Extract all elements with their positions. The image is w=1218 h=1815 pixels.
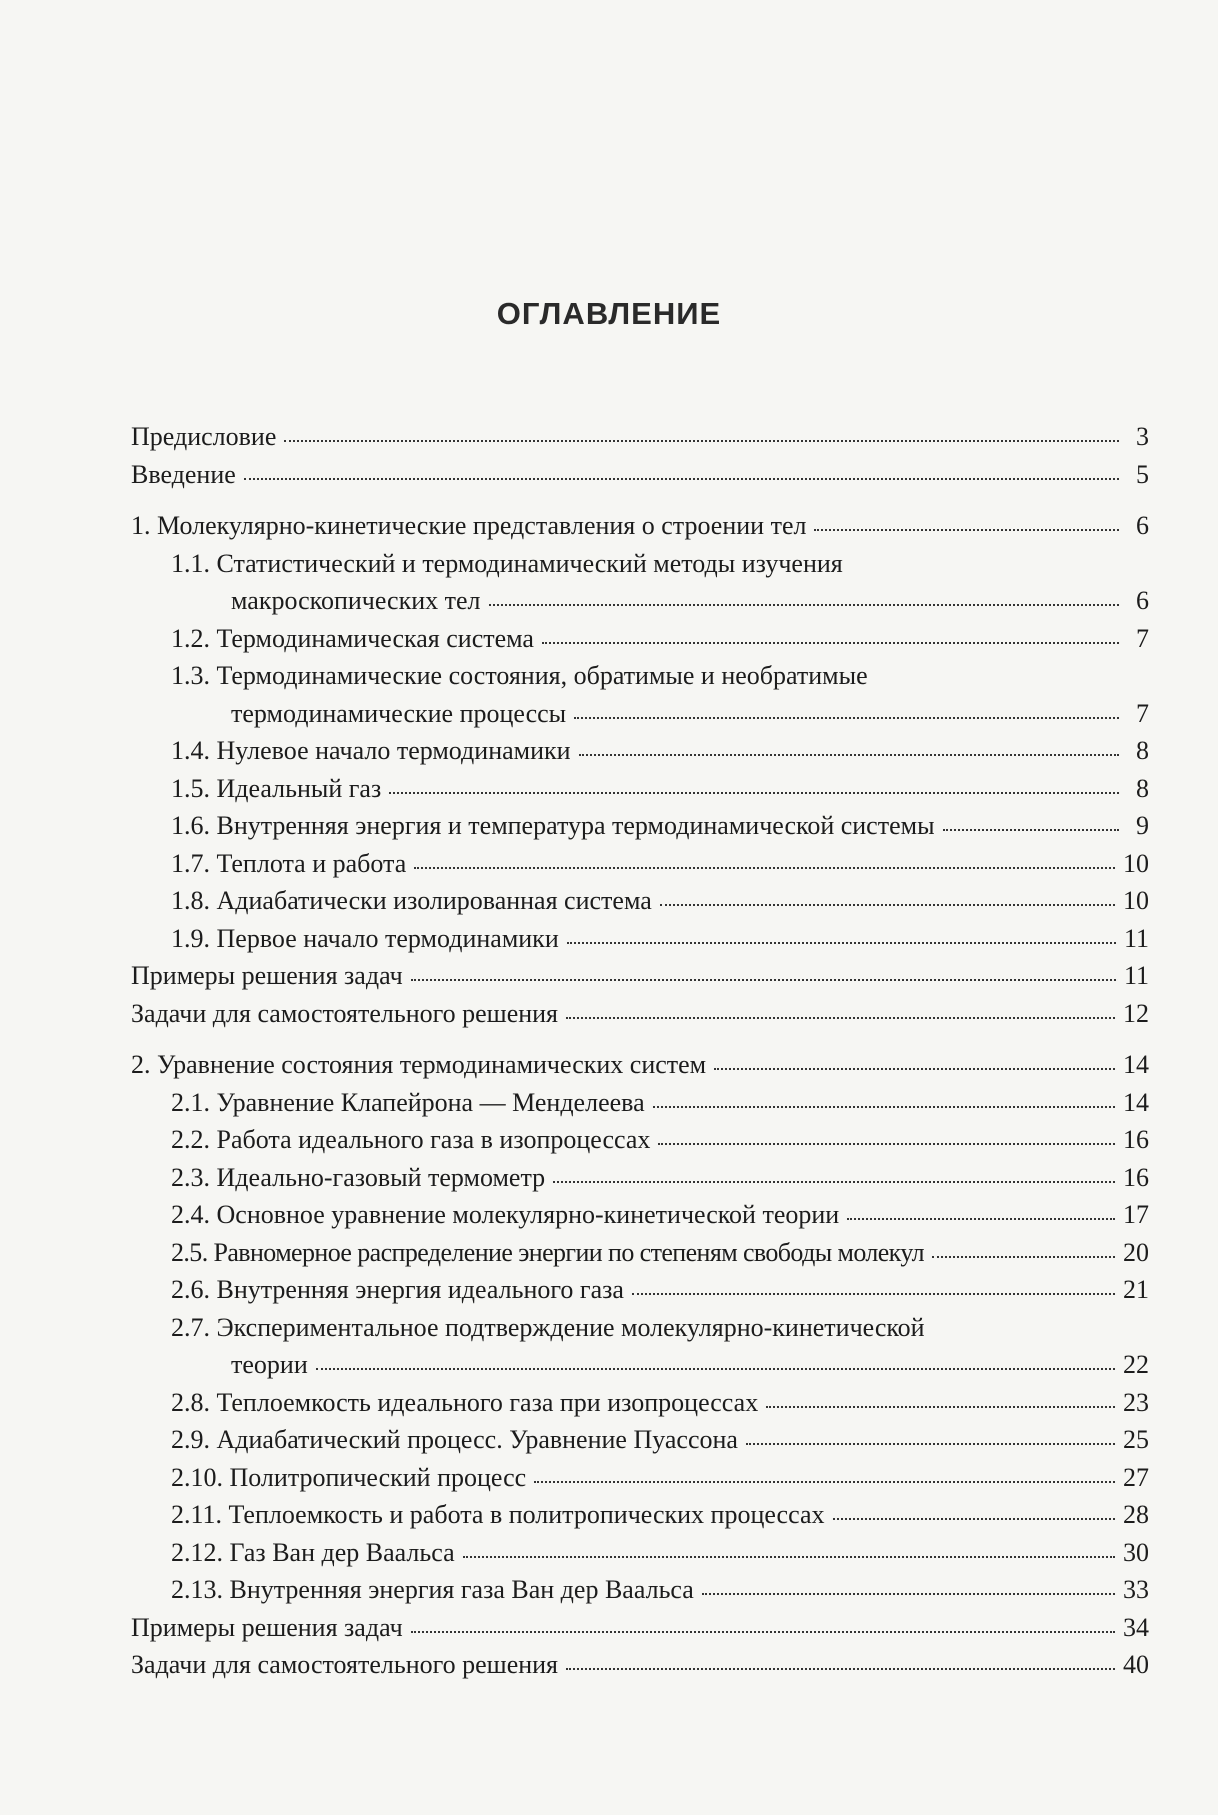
toc-page-number: 23 — [1123, 1387, 1149, 1417]
toc-page-number: 10 — [1123, 886, 1149, 915]
toc-entry — [131, 845, 1149, 883]
toc-page-number: 3 — [1136, 422, 1149, 451]
toc-entry-first-line: 2.7. Экспериментальное подтверждение молекулярно-кинетической — [171, 1312, 925, 1342]
toc-page-number: 8 — [1136, 773, 1149, 803]
dot-leader — [932, 1250, 1115, 1258]
toc-entry — [131, 1121, 1149, 1159]
dot-leader — [658, 1137, 1115, 1145]
toc-entry — [131, 1159, 1149, 1197]
toc-page-number: 6 — [1136, 586, 1149, 615]
toc-page-number: 28 — [1123, 1500, 1149, 1529]
page-title: ОГЛАВЛЕНИЕ — [496, 296, 722, 331]
toc-entry-label: 1.5. Идеальный газ — [171, 773, 382, 803]
toc-entry — [131, 770, 1149, 808]
toc-page-number: 11 — [1123, 923, 1149, 953]
toc-entry-label: 2.3. Идеально-газовый термометр — [171, 1162, 546, 1192]
toc-entry — [131, 1234, 1149, 1272]
toc-entry — [131, 957, 1149, 995]
toc-entry-label: 2.12. Газ Ван дер Ваальса — [171, 1537, 455, 1567]
toc-page-number: 20 — [1123, 1237, 1149, 1267]
toc-page-number: 34 — [1123, 1612, 1149, 1642]
toc-page-number: 16 — [1123, 1125, 1149, 1154]
toc-entry-label: 2.10. Политропический процесс — [171, 1462, 527, 1492]
dot-leader — [766, 1400, 1115, 1408]
toc-page-number: 30 — [1123, 1537, 1149, 1567]
toc-entry-label: 2.2. Работа идеального газа в изопроцессах — [171, 1125, 651, 1154]
toc-entry-first-line: 1.3. Термодинамические состояния, обратимые и необратимые — [171, 661, 868, 690]
toc-page-number: 22 — [1123, 1350, 1149, 1379]
toc-page-number: 25 — [1123, 1425, 1149, 1454]
toc-entry — [131, 1609, 1149, 1647]
dot-leader — [389, 786, 1119, 794]
toc-entry-label: Предисловие — [131, 422, 277, 451]
toc-entry-label: 2.11. Теплоемкость и работа в политропических процессах — [171, 1500, 825, 1529]
dot-leader — [316, 1362, 1115, 1370]
toc-entry — [131, 882, 1149, 920]
toc-entry-label: 1.6. Внутренняя энергия и температура термодинамической системы — [171, 811, 935, 840]
toc-entry-label: 2. Уравнение состояния термодинамических систем — [131, 1050, 707, 1079]
toc-page-number: 14 — [1123, 1087, 1149, 1117]
toc-entry — [131, 1496, 1149, 1534]
dot-leader — [553, 1175, 1115, 1183]
toc-entry-label: Примеры решения задач — [131, 1612, 403, 1642]
toc-entry — [131, 1571, 1149, 1609]
toc-entry — [131, 732, 1149, 770]
toc-page-number: 10 — [1123, 848, 1149, 878]
toc-chapter-entry — [131, 507, 1149, 545]
toc-entry — [131, 1384, 1149, 1422]
toc-page-number: 27 — [1123, 1462, 1149, 1492]
toc-page-number: 33 — [1123, 1575, 1149, 1604]
dot-leader — [574, 711, 1119, 719]
dot-leader — [463, 1550, 1115, 1558]
toc-page-number: 5 — [1136, 459, 1149, 489]
toc-page-number: 16 — [1123, 1162, 1149, 1192]
dot-leader — [943, 823, 1119, 831]
dot-leader — [660, 898, 1115, 906]
toc-entry-label: Примеры решения задач — [131, 961, 403, 990]
toc-entry — [131, 1271, 1149, 1309]
dot-leader — [244, 472, 1119, 480]
dot-leader — [702, 1587, 1115, 1595]
dot-leader — [833, 1512, 1116, 1520]
toc-entry — [131, 582, 1149, 620]
dot-leader — [489, 598, 1119, 606]
dot-leader — [653, 1100, 1115, 1108]
toc-entry-label: 2.4. Основное уравнение молекулярно-кинетической теории — [171, 1200, 840, 1229]
toc-entry-label: Задачи для самостоятельного решения — [131, 998, 559, 1028]
dot-leader — [746, 1437, 1115, 1445]
toc-entry-label: 2.13. Внутренняя энергия газа Ван дер Ваальса — [171, 1575, 694, 1604]
toc-entry — [131, 920, 1149, 958]
toc-entry — [131, 807, 1149, 845]
toc-entry — [131, 1346, 1149, 1384]
dot-leader — [414, 861, 1115, 869]
dot-leader — [566, 1662, 1115, 1670]
toc-entry-label: Введение — [131, 459, 236, 489]
dot-leader — [284, 434, 1119, 442]
toc-page-number: 11 — [1123, 961, 1149, 990]
dot-leader — [542, 636, 1119, 644]
toc-entry — [131, 620, 1149, 658]
toc-entry — [131, 1646, 1149, 1684]
dot-leader — [566, 1011, 1115, 1019]
toc-page-number: 12 — [1123, 998, 1149, 1028]
toc-entry-label: 2.6. Внутренняя энергия идеального газа — [171, 1275, 624, 1304]
toc-page-number: 21 — [1123, 1275, 1149, 1304]
toc-page-number: 6 — [1136, 511, 1149, 540]
dot-leader — [567, 936, 1116, 944]
dot-leader — [847, 1212, 1115, 1220]
dot-leader — [632, 1287, 1115, 1295]
toc-chapter-entry — [131, 1046, 1149, 1084]
toc-entry-first-line: 1.1. Статистический и термодинамический методы изучения — [171, 548, 843, 578]
dot-leader — [411, 973, 1116, 981]
toc-page-number: 14 — [1123, 1050, 1149, 1079]
toc-entry — [131, 1459, 1149, 1497]
toc-entry — [131, 995, 1149, 1033]
toc-entry-label: 1.8. Адиабатически изолированная система — [171, 886, 652, 915]
toc-entry-label: термодинамические процессы — [231, 698, 567, 728]
toc-entry — [131, 1534, 1149, 1572]
dot-leader — [814, 523, 1119, 531]
dot-leader — [534, 1475, 1115, 1483]
table-of-contents — [131, 418, 1149, 1684]
toc-page-number: 17 — [1123, 1200, 1149, 1229]
toc-page-number: 7 — [1136, 698, 1149, 728]
toc-entry-label: Задачи для самостоятельного решения — [131, 1650, 559, 1679]
toc-page-number: 7 — [1136, 623, 1149, 653]
toc-entry — [131, 1084, 1149, 1122]
toc-entry — [131, 1196, 1149, 1234]
toc-entry-label: теории — [231, 1350, 308, 1379]
toc-entry-label: 1.9. Первое начало термодинамики — [171, 923, 559, 953]
toc-entry-label: 2.5. Равномерное распределение энергии по степеням свободы молекул — [171, 1237, 924, 1267]
toc-entry-label: 1.7. Теплота и работа — [171, 848, 407, 878]
toc-entry — [131, 456, 1149, 494]
toc-entry — [131, 418, 1149, 456]
toc-entry-label: 2.8. Теплоемкость идеального газа при изопроцессах — [171, 1387, 759, 1417]
toc-entry-label: 2.1. Уравнение Клапейрона — Менделеева — [171, 1087, 645, 1117]
toc-page-number: 9 — [1136, 811, 1149, 840]
toc-page-number: 40 — [1123, 1650, 1149, 1679]
toc-entry-label: 1.4. Нулевое начало термодинамики — [171, 736, 571, 765]
dot-leader — [579, 748, 1119, 756]
toc-entry-label: макроскопических тел — [231, 586, 481, 615]
dot-leader — [714, 1062, 1115, 1070]
toc-entry — [131, 1421, 1149, 1459]
toc-entry-label: 1. Молекулярно-кинетические представления о строении тел — [131, 511, 807, 540]
toc-entry — [131, 695, 1149, 733]
toc-entry-label: 2.9. Адиабатический процесс. Уравнение Пуассона — [171, 1425, 738, 1454]
dot-leader — [411, 1625, 1115, 1633]
toc-page-number: 8 — [1136, 736, 1149, 765]
toc-entry-label: 1.2. Термодинамическая система — [171, 623, 534, 653]
